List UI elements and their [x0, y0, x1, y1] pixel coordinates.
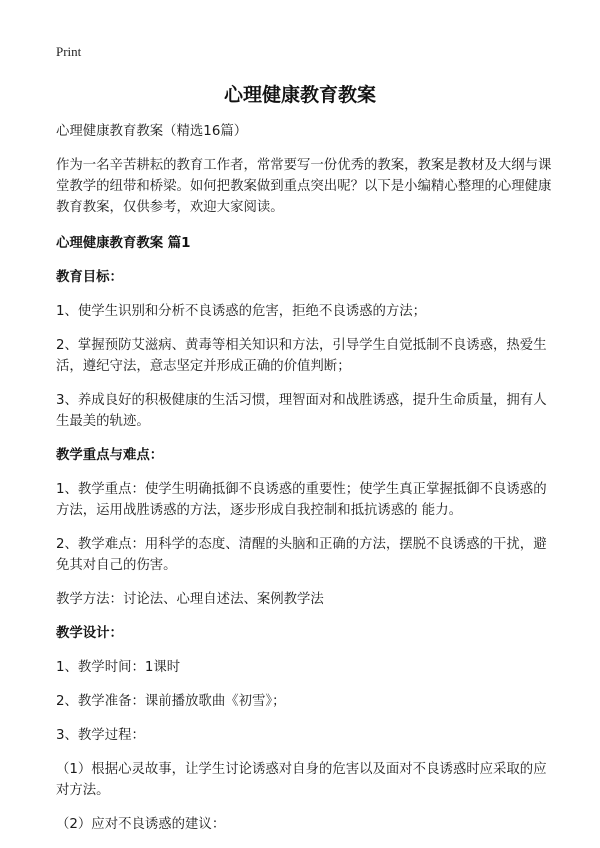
- paragraph-intro: 作为一名辛苦耕耘的教育工作者，常常要写一份优秀的教案，教案是教材及大纲与课堂教学的纽带和桥梁。如何把教案做到重点突出呢？以下是小编精心整理的心理健康教育教案，仅供参考，欢迎大家阅读。: [56, 158, 552, 215]
- print-link[interactable]: Print: [56, 44, 82, 59]
- paragraph: 1、教学重点：使学生明确抵御不良诱惑的重要性；使学生真正掌握抵御不良诱惑的方法，运用战胜诱惑的方法，逐步形成自我控制和抵抗诱惑的 能力。: [56, 482, 547, 518]
- paragraph: 1、使学生识别和分析不良诱惑的危害，拒绝不良诱惑的方法；: [56, 304, 427, 319]
- paragraph: （1）根据心灵故事，让学生讨论诱惑对自身的危害以及面对不良诱惑时应采取的应对方法。: [56, 762, 547, 798]
- paragraph-subtitle: 心理健康教育教案（精选16篇）: [56, 124, 248, 139]
- paragraph: 教学方法：讨论法、心理自述法、案例教学法: [56, 592, 324, 607]
- subsection-heading: 教学设计：: [56, 626, 123, 641]
- paragraph: 3、教学过程：: [56, 728, 145, 743]
- paragraph: 2、掌握预防艾滋病、黄毒等相关知识和方法，引导学生自觉抵制不良诱惑，热爱生活，遵纪守法，意志坚定并形成正确的价值判断；: [56, 338, 547, 374]
- paragraph: 2、教学准备：课前播放歌曲《初雪》；: [56, 694, 286, 709]
- section-heading: 心理健康教育教案 篇1: [56, 236, 191, 251]
- document-title: 心理健康教育教案: [223, 84, 376, 106]
- paragraph: 1、教学时间：1课时: [56, 660, 181, 675]
- paragraph: （2）应对不良诱惑的建议：: [56, 817, 226, 832]
- paragraph: 2、教学难点：用科学的态度、清醒的头脑和正确的方法，摆脱不良诱惑的干扰，避免其对自己的伤害。: [56, 537, 547, 573]
- document-body: [56, 121, 554, 848]
- subsection-heading: 教学重点与难点：: [56, 448, 164, 463]
- paragraph: 3、养成良好的积极健康的生活习惯，理智面对和战胜诱惑，提升生命质量，拥有人生最美的轨迹。: [56, 393, 547, 429]
- subsection-heading: 教育目标：: [56, 270, 123, 285]
